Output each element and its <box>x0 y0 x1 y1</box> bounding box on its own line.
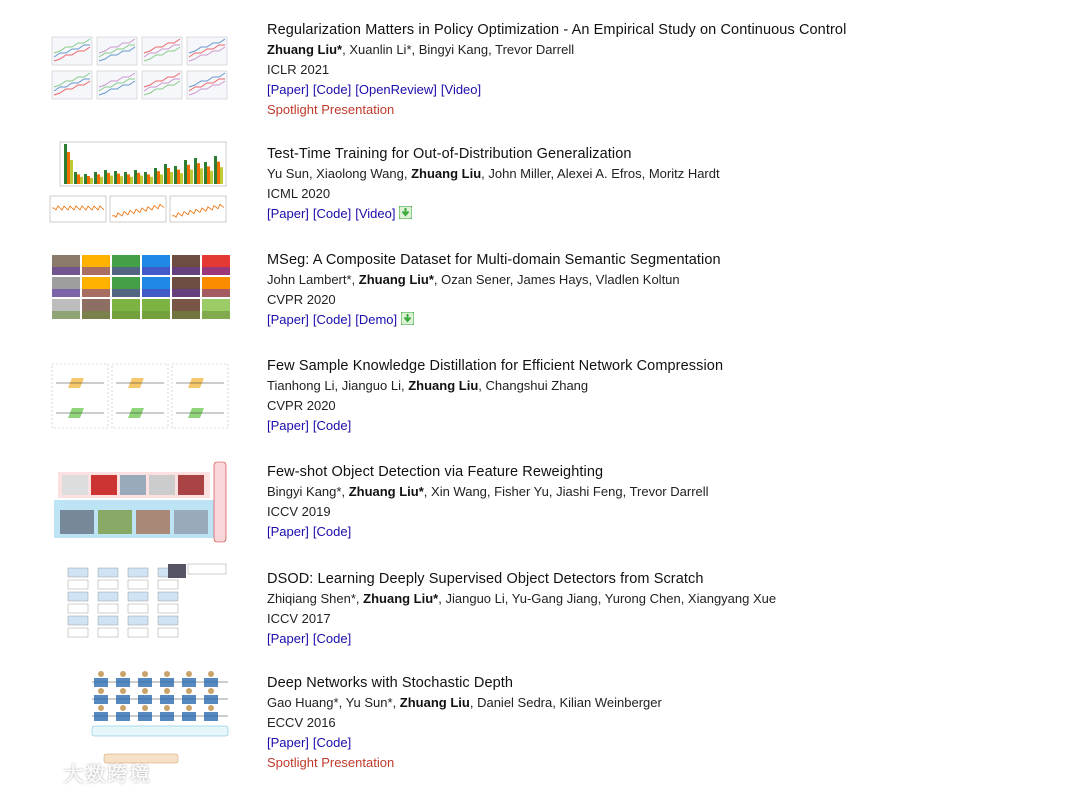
publication-venue: ICML 2020 <box>267 186 331 201</box>
author-name: Kilian Weinberger <box>559 695 662 710</box>
publication-links <box>267 416 723 436</box>
author-separator: , <box>341 484 349 499</box>
author-separator: , <box>469 695 478 710</box>
author-separator: , <box>423 484 432 499</box>
thumbnail-figure <box>48 34 230 102</box>
download-icon[interactable] <box>401 311 414 324</box>
thumbnail-figure <box>48 253 230 327</box>
publication-title: Few-shot Object Detection via Feature Reweighting <box>267 464 604 480</box>
author-name: Trevor Darrell <box>629 484 709 499</box>
author-separator: , <box>481 166 489 181</box>
publication-info <box>267 356 723 436</box>
author-name: Jianguo Li <box>445 591 505 606</box>
publication-venue: CVPR 2020 <box>267 292 336 307</box>
author-name: Bingyi Kang <box>418 42 489 57</box>
thumbnail-figure <box>48 668 230 768</box>
author-name: Yu Sun* <box>345 695 393 710</box>
spotlight-note: Spotlight Presentation <box>267 102 395 117</box>
author-separator: , <box>488 42 496 57</box>
publication-info <box>267 20 846 120</box>
link-paper[interactable]: [Paper] <box>267 418 309 433</box>
publication-links <box>267 733 662 753</box>
link-paper[interactable]: [Paper] <box>267 206 309 221</box>
author-name-self: Zhuang Liu <box>408 378 479 393</box>
author-name: Moritz Hardt <box>648 166 720 181</box>
publication-venue: CVPR 2020 <box>267 398 336 413</box>
author-name: Jianguo Li <box>341 378 401 393</box>
link-openreview[interactable]: [OpenReview] <box>355 82 437 97</box>
publication-venue: ICCV 2017 <box>267 611 331 626</box>
link-code[interactable]: [Code] <box>312 524 352 539</box>
publication-thumbnail[interactable] <box>48 562 230 654</box>
publication-title: MSeg: A Composite Dataset for Multi-domain Semantic Segmentation <box>267 252 721 268</box>
link-paper[interactable]: [Paper] <box>267 312 309 327</box>
author-separator: , <box>552 695 560 710</box>
author-name: Xiangyang Xue <box>687 591 777 606</box>
author-separator: , <box>504 591 512 606</box>
author-separator: , <box>433 272 442 287</box>
author-name: Jiashi Feng <box>556 484 623 499</box>
watermark-logo-icon <box>8 761 52 791</box>
publication-authors <box>267 40 846 60</box>
publication-links <box>267 310 721 330</box>
download-icon[interactable] <box>399 205 412 218</box>
link-code[interactable]: [Code] <box>312 631 352 646</box>
link-paper[interactable]: [Paper] <box>267 631 309 646</box>
author-name: Xiaolong Wang <box>316 166 404 181</box>
publication-info <box>267 569 776 649</box>
author-separator: , <box>338 695 346 710</box>
link-paper[interactable]: [Paper] <box>267 735 309 750</box>
thumbnail-figure <box>48 458 230 548</box>
author-name: Yu-Gang Jiang <box>511 591 598 606</box>
author-name: Ozan Sener <box>441 272 510 287</box>
author-name-self: Zhuang Liu* <box>363 591 439 606</box>
author-name: Yu Sun <box>267 166 309 181</box>
publication-title: DSOD: Learning Deeply Supervised Object Detectors from Scratch <box>267 571 704 587</box>
publication-authors <box>267 482 709 502</box>
link-code[interactable]: [Code] <box>312 312 352 327</box>
publication-title: Deep Networks with Stochastic Depth <box>267 675 514 691</box>
author-separator: , <box>411 42 419 57</box>
author-name: Vladlen Koltun <box>595 272 680 287</box>
author-separator: , <box>342 42 350 57</box>
author-separator: , <box>334 378 342 393</box>
publication-authors <box>267 589 776 609</box>
publication-venue: ECCV 2016 <box>267 715 336 730</box>
author-name: Trevor Darrell <box>495 42 575 57</box>
author-name-self: Zhuang Liu* <box>358 272 434 287</box>
author-separator: , <box>641 166 649 181</box>
author-name-self: Zhuang Liu* <box>348 484 424 499</box>
author-separator: , <box>550 166 558 181</box>
author-separator: , <box>478 378 486 393</box>
publication-title: Few Sample Knowledge Distillation for Efficient Network Compression <box>267 358 724 374</box>
publication-info <box>267 673 662 773</box>
publication-thumbnail[interactable] <box>48 362 230 430</box>
link-video[interactable]: [Video] <box>355 206 396 221</box>
publication-authors <box>267 693 662 713</box>
link-video[interactable]: [Video] <box>440 82 482 97</box>
author-name: Yurong Chen <box>604 591 681 606</box>
link-code[interactable]: [Code] <box>312 735 352 750</box>
author-name: Bingyi Kang* <box>267 484 342 499</box>
author-name-self: Zhuang Liu <box>411 166 482 181</box>
publication-authors <box>267 270 721 290</box>
publication-thumbnail[interactable] <box>48 668 230 768</box>
author-name: Fisher Yu <box>494 484 549 499</box>
author-separator: , <box>392 695 400 710</box>
publication-thumbnail[interactable] <box>48 140 230 224</box>
link-paper[interactable]: [Paper] <box>267 82 309 97</box>
author-separator: , <box>548 484 557 499</box>
author-separator: , <box>509 272 518 287</box>
link-paper[interactable]: [Paper] <box>267 524 309 539</box>
thumbnail-figure <box>48 362 230 430</box>
publication-info <box>267 144 720 224</box>
publication-info <box>267 462 709 542</box>
author-separator: , <box>355 591 364 606</box>
publication-links <box>267 522 709 542</box>
author-separator: , <box>622 484 630 499</box>
author-name: Tianhong Li <box>267 378 335 393</box>
link-demo[interactable]: [Demo] <box>355 312 398 327</box>
publication-venue: ICLR 2021 <box>267 62 330 77</box>
author-name: Xuanlin Li* <box>349 42 412 57</box>
author-separator: , <box>588 272 596 287</box>
author-name: Changshui Zhang <box>485 378 589 393</box>
author-name: Gao Huang* <box>267 695 339 710</box>
publication-thumbnail[interactable] <box>48 253 230 327</box>
author-name: Alexei A. Efros <box>557 166 642 181</box>
publication-title: Regularization Matters in Policy Optimization - An Empirical Study on Continuous Control <box>267 22 847 38</box>
author-separator: , <box>308 166 317 181</box>
thumbnail-figure <box>48 140 230 224</box>
author-separator: , <box>351 272 359 287</box>
author-name-self: Zhuang Liu <box>399 695 470 710</box>
author-name-self: Zhuang Liu* <box>267 42 343 57</box>
author-separator: , <box>680 591 688 606</box>
author-name: Daniel Sedra <box>477 695 553 710</box>
publication-authors <box>267 376 723 396</box>
link-code[interactable]: [Code] <box>312 418 352 433</box>
watermark-text: 大数跨境 <box>63 764 152 786</box>
author-separator: , <box>403 166 412 181</box>
publication-links <box>267 204 720 224</box>
author-separator: , <box>597 591 605 606</box>
publication-title: Test-Time Training for Out-of-Distribution Generalization <box>267 146 632 162</box>
link-code[interactable]: [Code] <box>312 82 352 97</box>
publication-authors <box>267 164 720 184</box>
publication-thumbnail[interactable] <box>48 458 230 548</box>
author-separator: , <box>400 378 409 393</box>
publication-info <box>267 250 721 330</box>
publication-thumbnail[interactable] <box>48 34 230 102</box>
publication-links <box>267 80 846 100</box>
thumbnail-figure <box>48 562 230 654</box>
author-separator: , <box>438 591 446 606</box>
watermark <box>8 758 152 791</box>
publication-links <box>267 629 776 649</box>
author-name: John Lambert* <box>267 272 352 287</box>
author-name: John Miller <box>488 166 551 181</box>
link-code[interactable]: [Code] <box>312 206 352 221</box>
author-name: Zhiqiang Shen* <box>267 591 356 606</box>
spotlight-note: Spotlight Presentation <box>267 755 395 770</box>
author-separator: , <box>486 484 495 499</box>
author-name: Xin Wang <box>431 484 487 499</box>
author-name: James Hays <box>517 272 589 287</box>
publication-venue: ICCV 2019 <box>267 504 331 519</box>
